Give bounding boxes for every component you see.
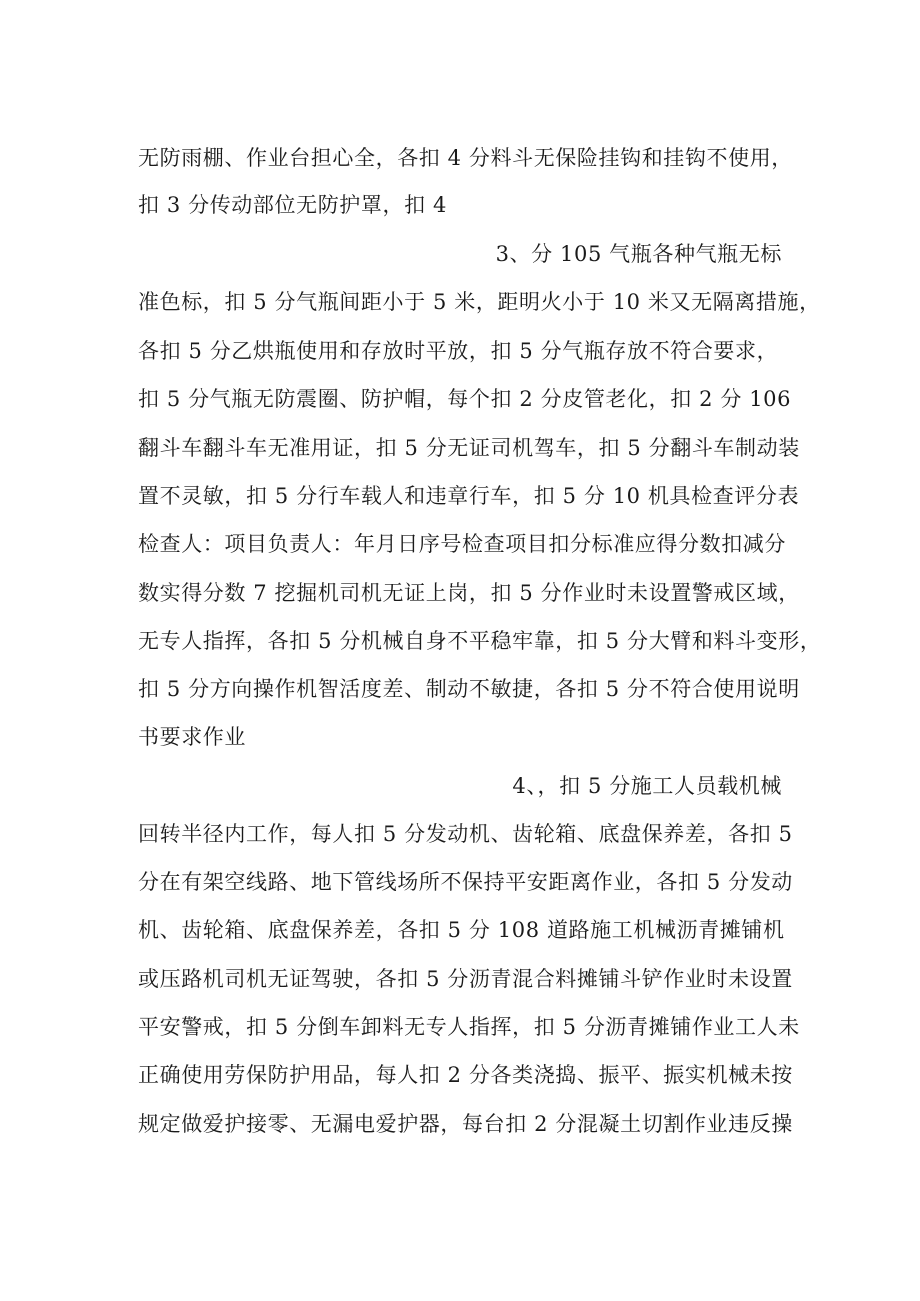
text-line: 各扣 5 分乙烘瓶使用和存放时平放，扣 5 分气瓶存放不符合要求， [138,339,779,363]
text-line: 机、齿轮箱、底盘保养差，各扣 5 分 108 道路施工机械沥青摊铺机 [138,918,785,942]
section-heading-line: 3、分 105 气瓶各种气瓶无标 [495,242,782,266]
text-line: 平安警戒，扣 5 分倒车卸料无专人指挥，扣 5 分沥青摊铺作业工人未 [138,1015,800,1039]
text-line: 回转半径内工作，每人扣 5 分发动机、齿轮箱、底盘保养差，各扣 5 [138,822,793,846]
text-line: 置不灵敏，扣 5 分行车载人和违章行车，扣 5 分 10 机具检查评分表 [138,484,800,508]
text-line: 分在有架空线路、地下管线场所不保持平安距离作业，各扣 5 分发动 [138,870,793,894]
text-line: 正确使用劳保防护用品，每人扣 2 分各类浇捣、振平、振实机械未按 [138,1063,793,1087]
text-line: 检查人：项目负责人：年月日序号检查项目扣分标准应得分数扣减分 [138,532,786,556]
text-line: 准色标，扣 5 分气瓶间距小于 5 米，距明火小于 10 米又无隔离措施， [138,290,821,314]
text-line: 数实得分数 7 挖掘机司机无证上岗，扣 5 分作业时未设置警戒区域， [138,581,800,605]
text-line: 翻斗车翻斗车无准用证，扣 5 分无证司机驾车，扣 5 分翻斗车制动装 [138,436,800,460]
text-line: 无防雨棚、作业台担心全，各扣 4 分料斗无保险挂钩和挂钩不使用， [138,146,793,170]
text-line: 扣 3 分传动部位无防护罩，扣 4 [138,193,447,217]
section-heading-line: 4、，扣 5 分施工人员载机械 [512,774,782,798]
text-line: 扣 5 分气瓶无防震圈、防护帽，每个扣 2 分皮管老化，扣 2 分 106 [138,387,792,411]
text-line: 或压路机司机无证驾驶，各扣 5 分沥青混合料摊铺斗铲作业时未设置 [138,967,793,991]
text-line: 书要求作业 [138,725,246,749]
text-line: 扣 5 分方向操作机智活度差、制动不敏捷，各扣 5 分不符合使用说明 [138,677,800,701]
text-line: 规定做爱护接零、无漏电爱护器，每台扣 2 分混凝土切割作业违反操 [138,1112,793,1136]
text-line: 无专人指挥，各扣 5 分机械自身不平稳牢靠，扣 5 分大臂和料斗变形， [138,629,822,653]
